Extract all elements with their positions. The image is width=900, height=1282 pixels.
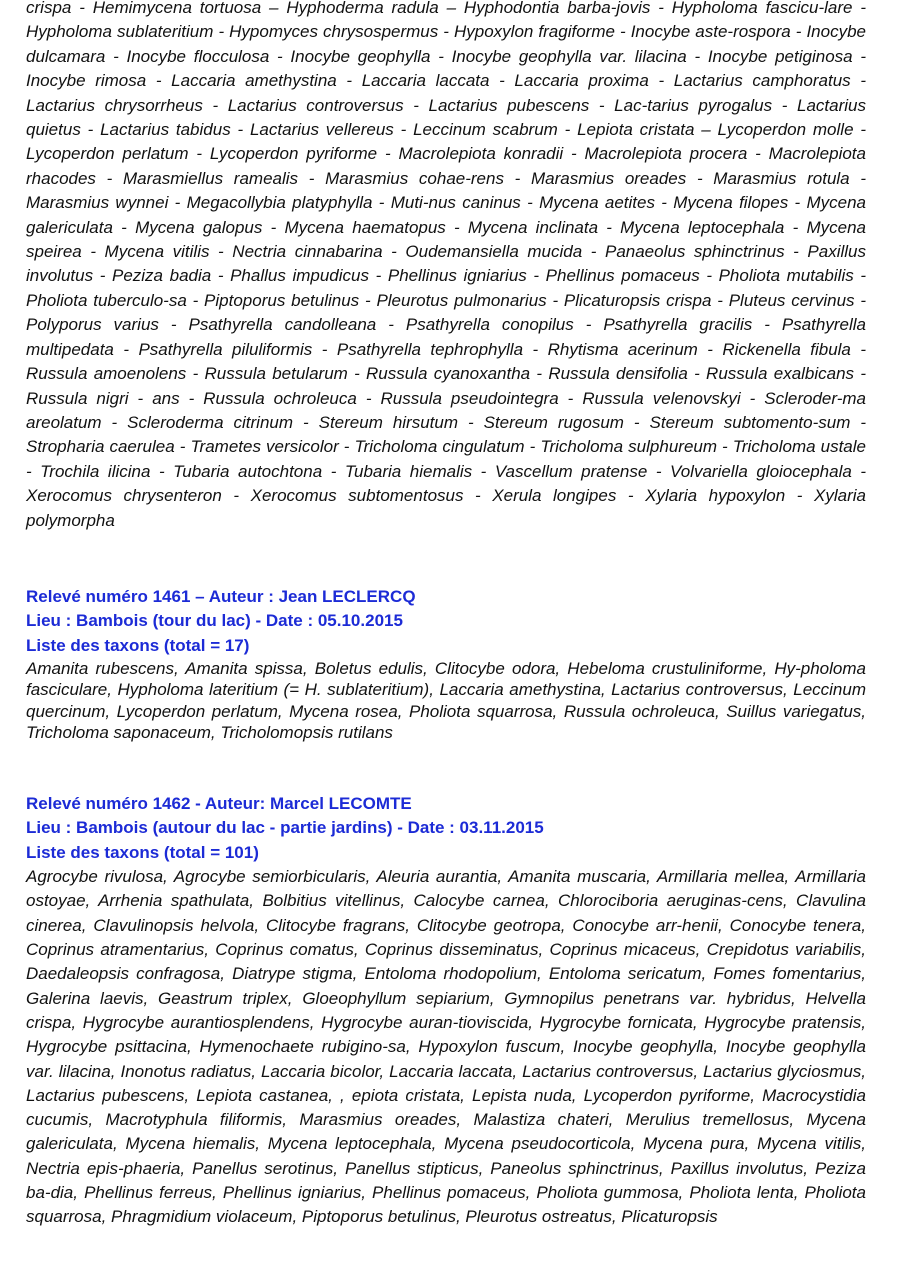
record-1461: [26, 585, 866, 743]
record-heading-author: Relevé numéro 1461 – Auteur : Jean LECLERCQ: [26, 586, 416, 606]
document-page: [26, 0, 866, 1230]
record-heading-location: Lieu : Bambois (autour du lac - partie jardins) - Date : 03.11.2015: [26, 818, 544, 838]
continued-taxa-list: crispa - Hemimycena tortuosa – Hyphoderma radula – Hyphodontia barba-jovis - Hypholoma fascicu-lare - Hypholoma sublateritium - Hypomyces chrysospermus - Hypoxylon fragiforme - Inocybe aste-rospora - Inocybe dulcamara - Inocybe flocculosa - Inocybe geophylla - Inocybe geophylla var. lilacina - Inocybe petiginosa - Inocybe rimosa - Laccaria amethystina - Laccaria laccata - Laccaria proxima - Lactarius camphoratus - Lactarius chrysorrheus - Lactarius controversus - Lactarius pubescens - Lac-tarius pyrogalus - Lactarius quietus - Lactarius tabidus - Lactarius vellereus - Leccinum scabrum - Lepiota cristata – Lycoperdon molle - Lycoperdon perlatum - Lycoperdon pyriforme - Macrolepiota konradii - Macrolepiota procera - Macrolepiota rhacodes - Marasmiellus ramealis - Marasmius cohae-rens - Marasmius oreades - Marasmius rotula - Marasmius wynnei - Megacollybia platyphylla - Muti-nus caninus - Mycena aetites - Mycena filopes - Mycena galericulata - Mycena galopus - Mycena haematopus - Mycena inclinata - Mycena leptocephala - Mycena speirea - Mycena vitilis - Nectria cinnabarina - Oudemansiella mucida - Panaeolus sphinctrinus - Paxillus involutus - Peziza badia - Phallus impudicus - Phellinus igniarius - Phellinus pomaceus - Pholiota mutabilis - Pholiota tuberculo-sa - Piptoporus betulinus - Pleurotus pulmonarius - Plicaturopsis crispa - Pluteus cervinus - Polyporus varius - Psathyrella candolleana - Psathyrella conopilus - Psathyrella gracilis - Psathyrella multipedata - Psathyrella piluliformis - Psathyrella tephrophylla - Rhytisma acerinum - Rickenella fibula - Russula amoenolens - Russula betularum - Russula cyanoxantha - Russula densifolia - Russula exalbicans - Russula nigri - ans - Russula ochroleuca - Russula pseudointegra - Russula velenovskyi - Scleroder-ma areolatum - Scleroderma citrinum - Stereum hirsutum - Stereum rugosum - Stereum subtomento-sum - Stropharia caerulea - Trametes versicolor - Tricholoma cingulatum - Tricholoma sulphureum - Tricholoma ustale - Trochila ilicina - Tubaria autochtona - Tubaria hiemalis - Vascellum pratense - Volvariella gloiocephala - Xerocomus chrysenteron - Xerocomus subtomentosus - Xerula longipes - Xylaria hypoxylon - Xylaria polymorpha: [26, 0, 866, 530]
record-1462: [26, 792, 866, 1230]
record-heading-taxa-count: Liste des taxons (total = 17): [26, 635, 250, 655]
record-heading-taxa-count: Liste des taxons (total = 101): [26, 842, 259, 862]
record-taxa-list: Amanita rubescens, Amanita spissa, Boletus edulis, Clitocybe odora, Hebeloma crustuliniforme, Hy-pholoma fasciculare, Hypholoma lateritium (= H. sublateritium), Laccaria amethystina, Lactarius controversus, Leccinum quercinum, Lycoperdon perlatum, Mycena rosea, Pholiota squarrosa, Russula ochroleuca, Suillus variegatus, Tricholoma saponaceum, Tricholomopsis rutilans: [26, 659, 866, 742]
record-taxa-list: Agrocybe rivulosa, Agrocybe semiorbicularis, Aleuria aurantia, Amanita muscaria, Armillaria mellea, Armillaria ostoyae, Arrhenia spathulata, Bolbitius vitellinus, Calocybe carnea, Chlorociboria aeruginas-cens, Clavulina cinerea, Clavulinopsis helvola, Clitocybe fragrans, Clitocybe geotropa, Conocybe arr-henii, Conocybe tenera, Coprinus atramentarius, Coprinus comatus, Coprinus disseminatus, Coprinus micaceus, Crepidotus variabilis, Daedaleopsis confragosa, Diatrype stigma, Entoloma rhodopolium, Entoloma sericatum, Fomes fomentarius, Galerina laevis, Geastrum triplex, Gloeophyllum sepiarium, Gymnopilus penetrans var. hybridus, Helvella crispa, Hygrocybe aurantiosplendens, Hygrocybe auran-tioviscida, Hygrocybe fornicata, Hygrocybe pratensis, Hygrocybe psittacina, Hymenochaete rubigino-sa, Hypoxylon fuscum, Inocybe geophylla, Inocybe geophylla var. lilacina, Inonotus radiatus, Laccaria bicolor, Laccaria laccata, Lactarius controversus, Lactarius glyciosmus, Lactarius pubescens, Lepiota castanea, , epiota cristata, Lepista nuda, Lycoperdon pyriforme, Macrocystidia cucumis, Macrotyphula filiformis, Marasmius oreades, Malastiza chateri, Merulius tremellosus, Mycena galericulata, Mycena hiemalis, Mycena leptocephala, Mycena pseudocorticola, Mycena pura, Mycena vitilis, Nectria epis-phaeria, Panellus serotinus, Panellus stipticus, Paneolus sphinctrinus, Paxillus involutus, Peziza ba-dia, Phellinus ferreus, Phellinus igniarius, Phellinus pomaceus, Pholiota gummosa, Pholiota lenta, Pholiota squarrosa, Phragmidium violaceum, Piptoporus betulinus, Pleurotus ostreatus, Plicaturopsis: [26, 867, 866, 1227]
record-heading-author: Relevé numéro 1462 - Auteur: Marcel LECOMTE: [26, 793, 412, 813]
record-heading-location: Lieu : Bambois (tour du lac) - Date : 05.10.2015: [26, 611, 403, 631]
